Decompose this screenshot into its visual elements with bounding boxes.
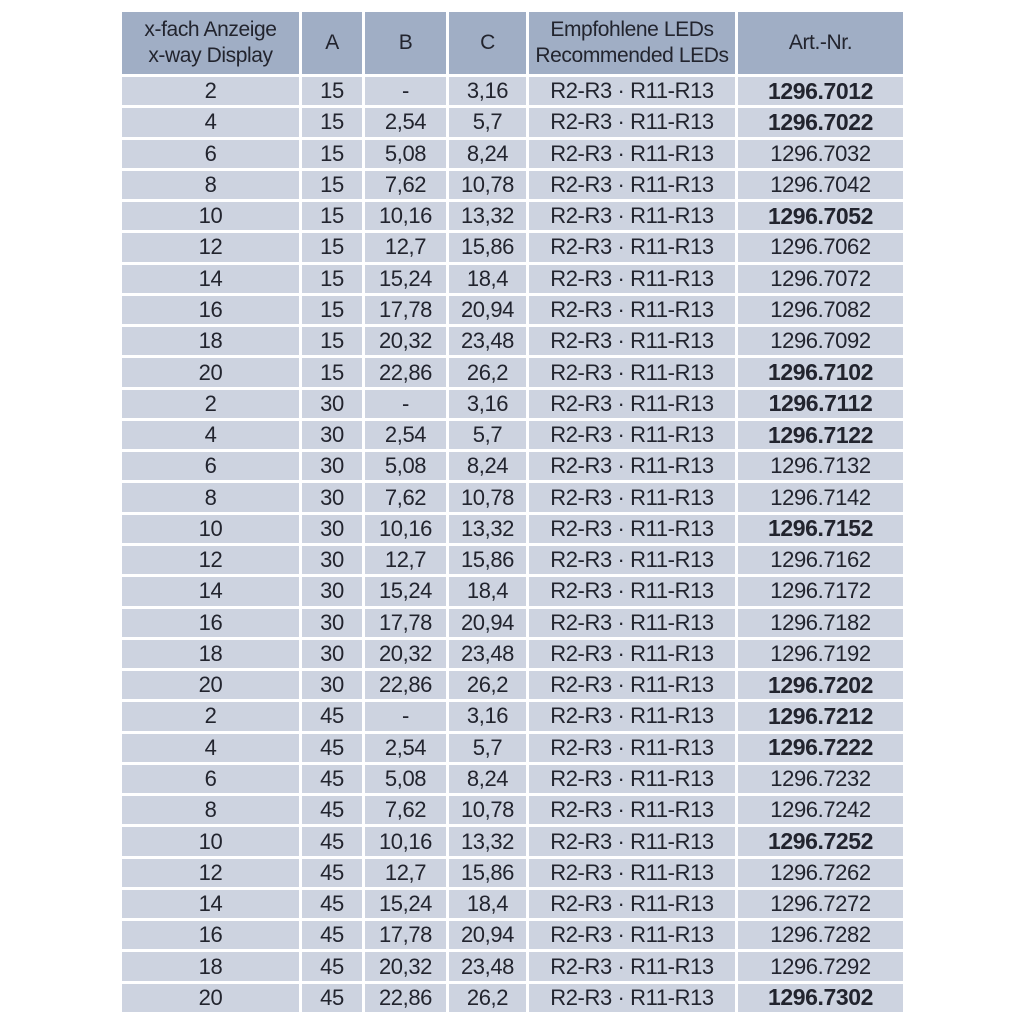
cell-c-value: 5,7 (449, 421, 526, 449)
cell-b-value: 12,7 (365, 546, 446, 574)
cell-a-value: 45 (302, 952, 362, 980)
cell-b-value: 10,16 (365, 202, 446, 230)
cell-b-value: 17,78 (365, 296, 446, 324)
cell-article-number: 1296.7222 (738, 734, 903, 762)
cell-display-count: 2 (122, 702, 299, 730)
cell-a-value: 30 (302, 483, 362, 511)
cell-display-count: 20 (122, 984, 299, 1012)
cell-b-value: 10,16 (365, 515, 446, 543)
cell-a-value: 30 (302, 609, 362, 637)
cell-display-count: 16 (122, 921, 299, 949)
cell-a-value: 30 (302, 546, 362, 574)
cell-display-count: 6 (122, 140, 299, 168)
cell-recommended-leds: R2-R3 · R11-R13 (529, 452, 735, 480)
cell-b-value: - (365, 702, 446, 730)
cell-display-count: 14 (122, 265, 299, 293)
cell-c-value: 13,32 (449, 202, 526, 230)
cell-a-value: 30 (302, 640, 362, 668)
cell-article-number: 1296.7032 (738, 140, 903, 168)
cell-c-value: 15,86 (449, 859, 526, 887)
cell-c-value: 20,94 (449, 609, 526, 637)
cell-b-value: - (365, 390, 446, 418)
column-header-display (122, 12, 299, 74)
column-header-display-line1: x-fach Anzeige (144, 18, 277, 41)
cell-c-value: 23,48 (449, 327, 526, 355)
cell-c-value: 10,78 (449, 171, 526, 199)
cell-a-value: 15 (302, 171, 362, 199)
cell-b-value: 22,86 (365, 358, 446, 386)
cell-article-number: 1296.7172 (738, 577, 903, 605)
cell-article-number: 1296.7182 (738, 609, 903, 637)
cell-recommended-leds: R2-R3 · R11-R13 (529, 827, 735, 855)
column-header-leds (529, 12, 735, 74)
column-header-leds-line1: Empfohlene LEDs (550, 18, 714, 41)
column-header-b (365, 12, 446, 74)
cell-display-count: 20 (122, 358, 299, 386)
cell-recommended-leds: R2-R3 · R11-R13 (529, 859, 735, 887)
cell-b-value: 12,7 (365, 859, 446, 887)
cell-display-count: 8 (122, 483, 299, 511)
cell-c-value: 26,2 (449, 358, 526, 386)
cell-recommended-leds: R2-R3 · R11-R13 (529, 327, 735, 355)
cell-recommended-leds: R2-R3 · R11-R13 (529, 390, 735, 418)
cell-display-count: 8 (122, 171, 299, 199)
cell-b-value: 5,08 (365, 765, 446, 793)
cell-display-count: 18 (122, 640, 299, 668)
cell-recommended-leds: R2-R3 · R11-R13 (529, 421, 735, 449)
cell-display-count: 14 (122, 890, 299, 918)
cell-b-value: 7,62 (365, 796, 446, 824)
cell-c-value: 13,32 (449, 515, 526, 543)
column-header-leds-line2: Recommended LEDs (535, 44, 729, 67)
cell-recommended-leds: R2-R3 · R11-R13 (529, 734, 735, 762)
cell-c-value: 13,32 (449, 827, 526, 855)
cell-recommended-leds: R2-R3 · R11-R13 (529, 108, 735, 136)
cell-b-value: 12,7 (365, 233, 446, 261)
cell-recommended-leds: R2-R3 · R11-R13 (529, 890, 735, 918)
cell-recommended-leds: R2-R3 · R11-R13 (529, 609, 735, 637)
cell-display-count: 6 (122, 765, 299, 793)
cell-b-value: 15,24 (365, 265, 446, 293)
cell-c-value: 23,48 (449, 640, 526, 668)
cell-display-count: 12 (122, 859, 299, 887)
cell-b-value: 7,62 (365, 483, 446, 511)
cell-article-number: 1296.7102 (738, 358, 903, 386)
cell-c-value: 15,86 (449, 546, 526, 574)
cell-recommended-leds: R2-R3 · R11-R13 (529, 546, 735, 574)
cell-c-value: 5,7 (449, 734, 526, 762)
cell-article-number: 1296.7132 (738, 452, 903, 480)
cell-article-number: 1296.7262 (738, 859, 903, 887)
cell-recommended-leds: R2-R3 · R11-R13 (529, 140, 735, 168)
cell-c-value: 18,4 (449, 265, 526, 293)
column-header-art-nr (738, 12, 903, 74)
cell-b-value: 15,24 (365, 890, 446, 918)
cell-c-value: 10,78 (449, 483, 526, 511)
column-header-c-label: C (480, 31, 495, 54)
cell-article-number: 1296.7252 (738, 827, 903, 855)
cell-article-number: 1296.7202 (738, 671, 903, 699)
cell-b-value: 7,62 (365, 171, 446, 199)
cell-c-value: 20,94 (449, 296, 526, 324)
cell-b-value: 17,78 (365, 921, 446, 949)
cell-recommended-leds: R2-R3 · R11-R13 (529, 358, 735, 386)
cell-recommended-leds: R2-R3 · R11-R13 (529, 984, 735, 1012)
cell-a-value: 30 (302, 515, 362, 543)
led-display-spec-table (122, 12, 903, 1012)
cell-c-value: 8,24 (449, 452, 526, 480)
cell-recommended-leds: R2-R3 · R11-R13 (529, 702, 735, 730)
column-header-a (302, 12, 362, 74)
cell-article-number: 1296.7152 (738, 515, 903, 543)
cell-a-value: 45 (302, 890, 362, 918)
cell-a-value: 45 (302, 827, 362, 855)
cell-c-value: 5,7 (449, 108, 526, 136)
cell-a-value: 30 (302, 577, 362, 605)
cell-a-value: 15 (302, 358, 362, 386)
cell-c-value: 3,16 (449, 77, 526, 105)
cell-a-value: 15 (302, 77, 362, 105)
cell-article-number: 1296.7292 (738, 952, 903, 980)
cell-display-count: 4 (122, 734, 299, 762)
cell-recommended-leds: R2-R3 · R11-R13 (529, 577, 735, 605)
cell-display-count: 4 (122, 108, 299, 136)
column-header-a-label: A (325, 31, 339, 54)
cell-article-number: 1296.7282 (738, 921, 903, 949)
cell-article-number: 1296.7042 (738, 171, 903, 199)
column-header-c (449, 12, 526, 74)
cell-c-value: 8,24 (449, 140, 526, 168)
cell-a-value: 15 (302, 265, 362, 293)
cell-b-value: 5,08 (365, 452, 446, 480)
cell-a-value: 45 (302, 921, 362, 949)
cell-article-number: 1296.7192 (738, 640, 903, 668)
cell-display-count: 12 (122, 546, 299, 574)
cell-a-value: 15 (302, 108, 362, 136)
cell-b-value: 2,54 (365, 108, 446, 136)
column-header-b-label: B (398, 31, 413, 54)
cell-c-value: 26,2 (449, 984, 526, 1012)
cell-display-count: 2 (122, 390, 299, 418)
cell-article-number: 1296.7112 (738, 390, 903, 418)
cell-recommended-leds: R2-R3 · R11-R13 (529, 77, 735, 105)
cell-article-number: 1296.7212 (738, 702, 903, 730)
cell-article-number: 1296.7162 (738, 546, 903, 574)
cell-recommended-leds: R2-R3 · R11-R13 (529, 952, 735, 980)
cell-b-value: 20,32 (365, 327, 446, 355)
cell-recommended-leds: R2-R3 · R11-R13 (529, 671, 735, 699)
cell-article-number: 1296.7092 (738, 327, 903, 355)
cell-c-value: 3,16 (449, 390, 526, 418)
cell-article-number: 1296.7082 (738, 296, 903, 324)
cell-article-number: 1296.7052 (738, 202, 903, 230)
cell-display-count: 10 (122, 827, 299, 855)
cell-recommended-leds: R2-R3 · R11-R13 (529, 296, 735, 324)
cell-recommended-leds: R2-R3 · R11-R13 (529, 233, 735, 261)
cell-display-count: 12 (122, 233, 299, 261)
cell-display-count: 20 (122, 671, 299, 699)
cell-recommended-leds: R2-R3 · R11-R13 (529, 202, 735, 230)
cell-a-value: 30 (302, 671, 362, 699)
cell-a-value: 45 (302, 734, 362, 762)
cell-recommended-leds: R2-R3 · R11-R13 (529, 765, 735, 793)
cell-recommended-leds: R2-R3 · R11-R13 (529, 483, 735, 511)
cell-c-value: 10,78 (449, 796, 526, 824)
cell-c-value: 23,48 (449, 952, 526, 980)
cell-c-value: 26,2 (449, 671, 526, 699)
cell-c-value: 15,86 (449, 233, 526, 261)
cell-a-value: 15 (302, 296, 362, 324)
cell-article-number: 1296.7012 (738, 77, 903, 105)
cell-a-value: 45 (302, 765, 362, 793)
cell-display-count: 18 (122, 952, 299, 980)
cell-a-value: 30 (302, 452, 362, 480)
cell-article-number: 1296.7022 (738, 108, 903, 136)
column-header-display-line2: x-way Display (148, 44, 273, 67)
cell-recommended-leds: R2-R3 · R11-R13 (529, 515, 735, 543)
cell-c-value: 3,16 (449, 702, 526, 730)
cell-a-value: 30 (302, 390, 362, 418)
cell-a-value: 45 (302, 796, 362, 824)
cell-recommended-leds: R2-R3 · R11-R13 (529, 171, 735, 199)
cell-recommended-leds: R2-R3 · R11-R13 (529, 796, 735, 824)
cell-b-value: - (365, 77, 446, 105)
cell-recommended-leds: R2-R3 · R11-R13 (529, 640, 735, 668)
cell-b-value: 5,08 (365, 140, 446, 168)
cell-c-value: 18,4 (449, 890, 526, 918)
cell-a-value: 45 (302, 984, 362, 1012)
cell-b-value: 10,16 (365, 827, 446, 855)
cell-a-value: 15 (302, 202, 362, 230)
cell-b-value: 20,32 (365, 640, 446, 668)
cell-article-number: 1296.7062 (738, 233, 903, 261)
cell-display-count: 2 (122, 77, 299, 105)
cell-a-value: 45 (302, 702, 362, 730)
cell-article-number: 1296.7302 (738, 984, 903, 1012)
cell-display-count: 16 (122, 296, 299, 324)
cell-c-value: 20,94 (449, 921, 526, 949)
cell-article-number: 1296.7272 (738, 890, 903, 918)
cell-b-value: 15,24 (365, 577, 446, 605)
cell-b-value: 17,78 (365, 609, 446, 637)
cell-b-value: 22,86 (365, 671, 446, 699)
cell-article-number: 1296.7122 (738, 421, 903, 449)
cell-article-number: 1296.7142 (738, 483, 903, 511)
cell-display-count: 16 (122, 609, 299, 637)
cell-b-value: 22,86 (365, 984, 446, 1012)
cell-a-value: 15 (302, 233, 362, 261)
cell-display-count: 10 (122, 202, 299, 230)
column-header-art-nr-label: Art.-Nr. (788, 31, 853, 54)
cell-a-value: 30 (302, 421, 362, 449)
cell-display-count: 4 (122, 421, 299, 449)
cell-display-count: 18 (122, 327, 299, 355)
cell-article-number: 1296.7242 (738, 796, 903, 824)
cell-display-count: 10 (122, 515, 299, 543)
cell-b-value: 20,32 (365, 952, 446, 980)
cell-article-number: 1296.7232 (738, 765, 903, 793)
cell-b-value: 2,54 (365, 421, 446, 449)
cell-article-number: 1296.7072 (738, 265, 903, 293)
cell-display-count: 14 (122, 577, 299, 605)
cell-display-count: 6 (122, 452, 299, 480)
cell-recommended-leds: R2-R3 · R11-R13 (529, 921, 735, 949)
cell-a-value: 15 (302, 140, 362, 168)
cell-a-value: 45 (302, 859, 362, 887)
cell-b-value: 2,54 (365, 734, 446, 762)
cell-c-value: 18,4 (449, 577, 526, 605)
cell-a-value: 15 (302, 327, 362, 355)
cell-c-value: 8,24 (449, 765, 526, 793)
cell-display-count: 8 (122, 796, 299, 824)
cell-recommended-leds: R2-R3 · R11-R13 (529, 265, 735, 293)
